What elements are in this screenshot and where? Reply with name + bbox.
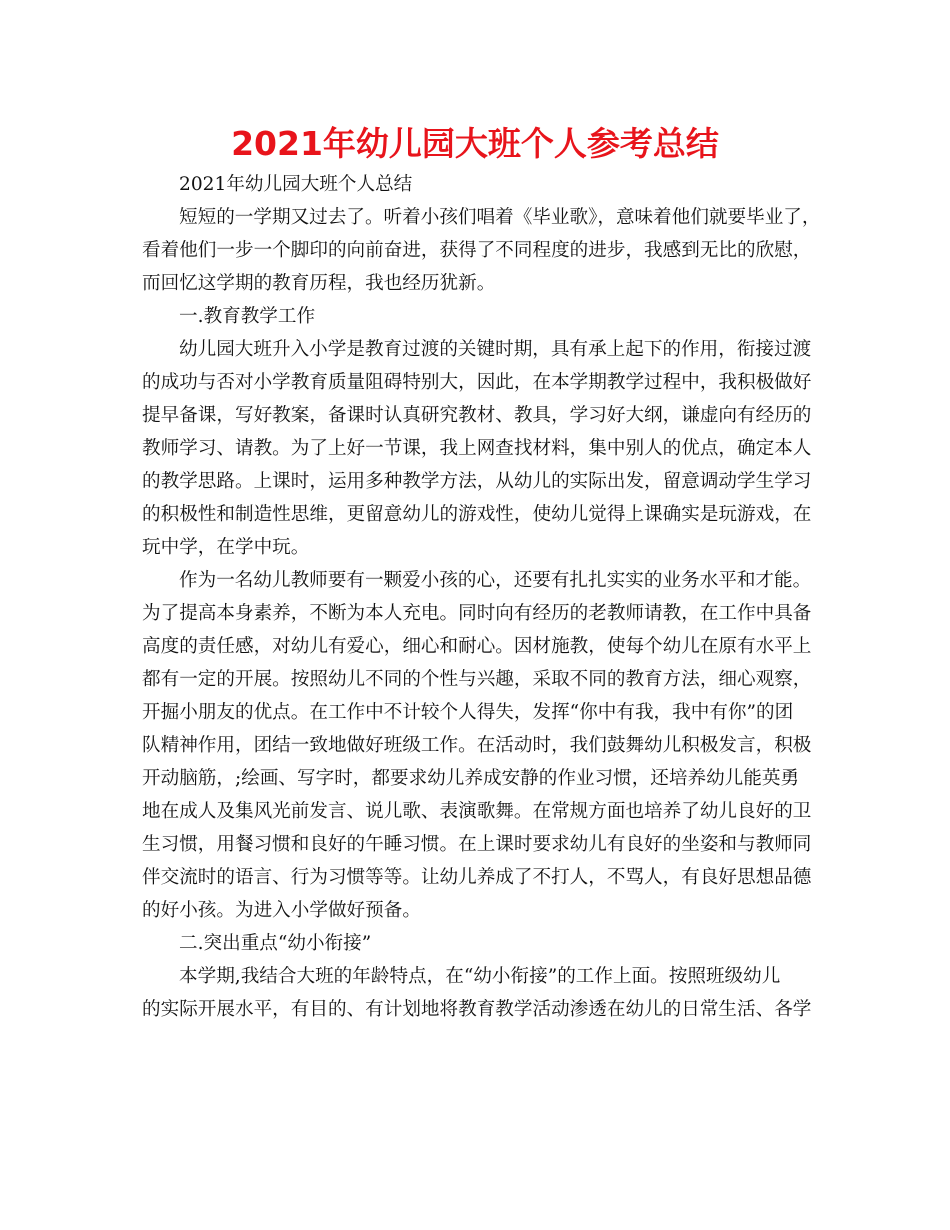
text-line: 地在成人及集风光前发言、说儿歌、表演歌舞。在常规方面也培养了幼儿良好的卫 (142, 801, 812, 822)
text-line: 开掘小朋友的优点。在工作中不计较个人得失，发挥“你中有我，我中有你”的团 (142, 702, 794, 723)
document-title: 2021年幼儿园大班个人参考总结 (231, 124, 719, 163)
text-line: 高度的责任感，对幼儿有爱心，细心和耐心。因材施教，使每个幼儿在原有水平上 (142, 636, 812, 657)
text-line: 伴交流时的语言、行为习惯等等。让幼儿养成了不打人，不骂人，有良好思想品德 (142, 867, 812, 888)
text-line: 的积极性和制造性思维，更留意幼儿的游戏性，使幼儿觉得上课确实是玩游戏，在 (142, 504, 812, 525)
document-body (142, 168, 821, 1026)
text-line: 教师学习、请教。为了上好一节课，我上网查找材料，集中别人的优点，确定本人 (142, 438, 812, 459)
text-line: 的实际开展水平，有目的、有计划地将教育教学活动渗透在幼儿的日常生活、各学 (142, 999, 812, 1020)
text-line: 提早备课，写好教案，备课时认真研究教材、教具，学习好大纲，谦虚向有经历的 (142, 405, 812, 426)
text-line: 为了提高本身素养，不断为本人充电。同时向有经历的老教师请教，在工作中具备 (142, 603, 812, 624)
text-line: 而回忆这学期的教育历程，我也经历犹新。 (142, 273, 496, 294)
text-line: 都有一定的开展。按照幼儿不同的个性与兴趣，采取不同的教育方法，细心观察， (142, 669, 812, 690)
text-line: 的成功与否对小学教育质量阻碍特别大，因此，在本学期教学过程中，我积极做好 (142, 372, 812, 393)
text-line: 看着他们一步一个脚印的向前奋进，获得了不同程度的进步，我感到无比的欣慰， (142, 240, 812, 261)
text-line: 2021年幼儿园大班个人总结 (179, 174, 413, 195)
text-line: 幼儿园大班升入小学是教育过渡的关键时期，具有承上起下的作用，衔接过渡 (179, 339, 812, 360)
text-line: 作为一名幼儿教师要有一颗爱小孩的心，还要有扎扎实实的业务水平和才能。 (179, 570, 812, 591)
text-line: 玩中学，在学中玩。 (142, 537, 310, 558)
text-line: 一.教育教学工作 (179, 306, 316, 327)
text-line: 本学期,我结合大班的年龄特点，在“幼小衔接”的工作上面。按照班级幼儿 (179, 966, 781, 987)
text-line: 队精神作用，团结一致地做好班级工作。在活动时，我们鼓舞幼儿积极发言，积极 (142, 735, 812, 756)
text-line: 短短的一学期又过去了。听着小孩们唱着《毕业歌》，意味着他们就要毕业了， (179, 207, 821, 228)
text-line: 生习惯，用餐习惯和良好的午睡习惯。在上课时要求幼儿有良好的坐姿和与教师同 (142, 834, 812, 855)
text-line: 的教学思路。上课时，运用多种教学方法，从幼儿的实际出发，留意调动学生学习 (142, 471, 812, 492)
text-line: 二.突出重点“幼小衔接” (179, 933, 372, 954)
text-line: 的好小孩。为进入小学做好预备。 (142, 900, 421, 921)
text-line: 开动脑筋，;绘画、写字时，都要求幼儿养成安静的作业习惯，还培养幼儿能英勇 (142, 768, 800, 789)
